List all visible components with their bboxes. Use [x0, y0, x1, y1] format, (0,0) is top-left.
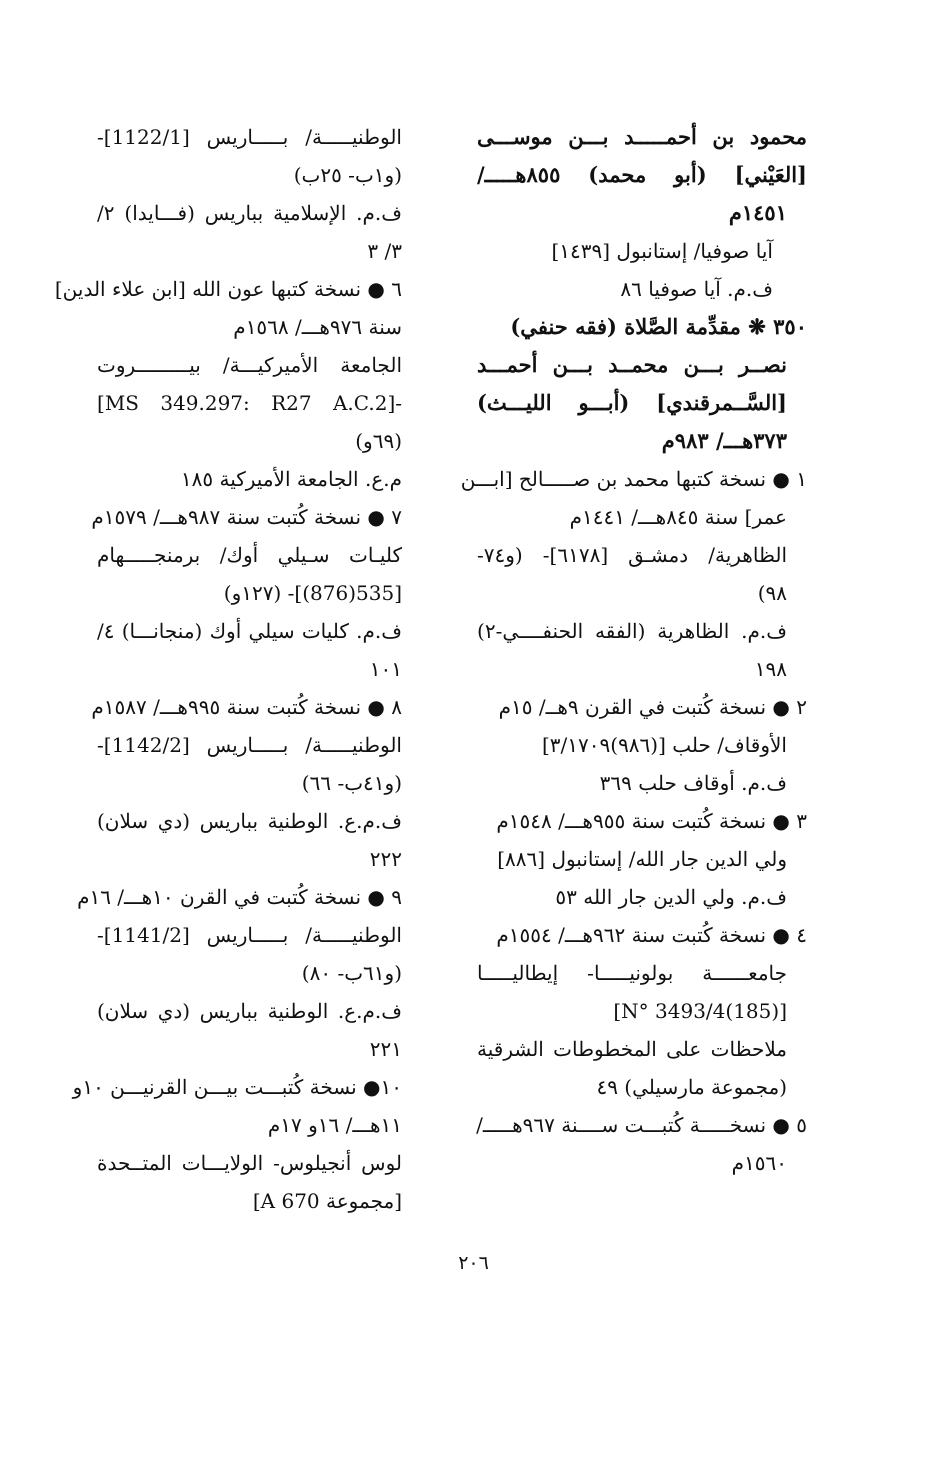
- location-line: لوس أنجيلوس- الولايـــات المتــحدة: [97, 1151, 402, 1175]
- manuscript-line: ٦ ● نسخة كتبها عون الله [ابن علاء الدين]: [54, 277, 402, 301]
- reference-line: ف.م. الإسلامية بباريس (فـــايدا) ٢/: [97, 201, 402, 225]
- reference-line: (مجموعة مارسيلي) ٤٩: [596, 1075, 787, 1099]
- reference-line: ٢٢٢: [369, 847, 402, 871]
- reference-line: ف.م. ولي الدين جار الله ٥٣: [555, 885, 787, 909]
- manuscript-line: ٣ ● نسخة كُتبت سنة ٩٥٥هـــ/ ١٥٤٨م: [496, 809, 807, 833]
- right-column: [460, 118, 807, 1182]
- author-line: ١٤٥١م: [728, 200, 787, 225]
- manuscript-line: ٤ ● نسخة كُتبت سنة ٩٦٢هـــ/ ١٥٥٤م: [496, 923, 807, 947]
- manuscript-line: ٢ ● نسخة كُتبت في القرن ٩هــ/ ١٥م: [498, 695, 807, 719]
- reference-line: ٢٢١: [369, 1037, 402, 1061]
- location-line: الأوقاف/ حلب [(٩٨٦)٣/١٧٠٩]: [541, 733, 787, 757]
- entry-title: ٣٥٠ ❋ مقدِّمة الصَّلاة (فقه حنفي): [510, 314, 807, 339]
- reference-line: ف.م. آيا صوفيا ٨٦: [620, 277, 773, 301]
- location-line: ٩٨): [757, 581, 787, 605]
- location-line: آيا صوفيا/ إستانبول [١٤٣٩]: [551, 239, 773, 263]
- reference-line: ف.م. الظاهرية (الفقه الحنفــــي-٢): [477, 619, 787, 643]
- manuscript-line: ١ ● نسخة كتبها محمد بن صـــــالح [ابـــن: [460, 467, 807, 491]
- folio-line: (و٦١ب- ٨٠): [301, 961, 402, 985]
- shelfmark-line: [مجموعة A 670]: [252, 1189, 402, 1213]
- reference-line: ملاحظات على المخطوطات الشرقية: [477, 1037, 787, 1061]
- manuscript-line: سنة ٩٧٦هـــ/ ١٥٦٨م: [233, 315, 402, 339]
- location-line: كليـات سـيلي أوك/ برمنجـــــهام: [97, 543, 402, 567]
- left-column: [54, 118, 402, 1220]
- reference-line: ف.م. أوقاف حلب ٣٦٩: [599, 771, 787, 795]
- manuscript-line: ٨ ● نسخة كُتبت سنة ٩٩٥هـــ/ ١٥٨٧م: [91, 695, 402, 719]
- reference-line: ١٠١: [369, 657, 402, 681]
- shelfmark-line: -[MS 349.297: R27 A.C.2]: [97, 391, 402, 415]
- shelfmark-line: [535(876)]- (١٢٧و): [223, 581, 402, 605]
- location-line: جامعــــــة بولونيـــــا- إيطاليـــــا: [477, 961, 787, 985]
- author-line: محمود بن أحمـــــد بـــن موســـى: [477, 124, 807, 149]
- location-line: الوطنيـــــة/ بـــــاريس [1141/2]-: [97, 923, 402, 947]
- author-line: ٣٧٣هـــ/ ٩٨٣م: [661, 428, 787, 453]
- manuscript-line: عمر] سنة ٨٤٥هـــ/ ١٤٤١م: [569, 505, 787, 529]
- reference-line: ف.م. كليات سيلي أوك (منجانـــا) ٤/: [97, 619, 402, 643]
- location-line: الوطنيـــــة/ بـــــاريس [1142/2]-: [97, 733, 402, 757]
- author-line: [السَّــمرقندي] (أبـــو الليـــث): [477, 390, 787, 415]
- author-line: نصــر بـــن محمــد بـــن أحمـــد: [477, 352, 787, 377]
- manuscript-line: ١٠● نسخة كُتبـــت بيـــن القرنيـــن ١٠و: [72, 1075, 402, 1099]
- reference-line: ١٩٨: [754, 657, 787, 681]
- author-line: [العَيْني] (أبو محمد) ٨٥٥هـــــ/: [477, 162, 807, 187]
- manuscript-line: ٧ ● نسخة كُتبت سنة ٩٨٧هـــ/ ١٥٧٩م: [91, 505, 402, 529]
- manuscript-line: ١١هـــ/ ١٦و ١٧م: [267, 1113, 402, 1137]
- location-line: ولي الدين جار الله/ إستانبول [٨٨٦]: [497, 847, 787, 871]
- folio-line: (٦٩و): [355, 429, 402, 453]
- reference-line: م.ع. الجامعة الأميركية ١٨٥: [180, 467, 402, 491]
- manuscript-line: ١٥٦٠م: [731, 1151, 787, 1175]
- location-line: الجامعة الأميركيـــة/ بيـــــــــروت: [97, 353, 402, 377]
- page-number: ٢٠٦: [458, 1252, 489, 1274]
- reference-line: ٣/ ٣: [367, 239, 402, 263]
- folio-line: (و٤١ب- ٦٦): [301, 771, 402, 795]
- shelfmark-line: [(185)N° 3493/4]: [613, 999, 787, 1023]
- folio-line: (و١ب- ٢٥ب): [293, 163, 402, 187]
- reference-line: ف.م.ع. الوطنية بباريس (دي سلان): [97, 809, 402, 833]
- location-line: الوطنيـــــة/ بـــــاريس [1122/1]-: [97, 125, 402, 149]
- location-line: الظاهرية/ دمشـق [٦١٧٨]- (و٧٤-: [477, 543, 787, 567]
- reference-line: ف.م.ع. الوطنية بباريس (دي سلان): [97, 999, 402, 1023]
- manuscript-line: ٩ ● نسخة كُتبت في القرن ١٠هـــ/ ١٦م: [77, 885, 402, 909]
- manuscript-line: ٥ ● نسخـــــة كُتبـــت ســــنة ٩٦٧هـــــ/: [476, 1113, 807, 1137]
